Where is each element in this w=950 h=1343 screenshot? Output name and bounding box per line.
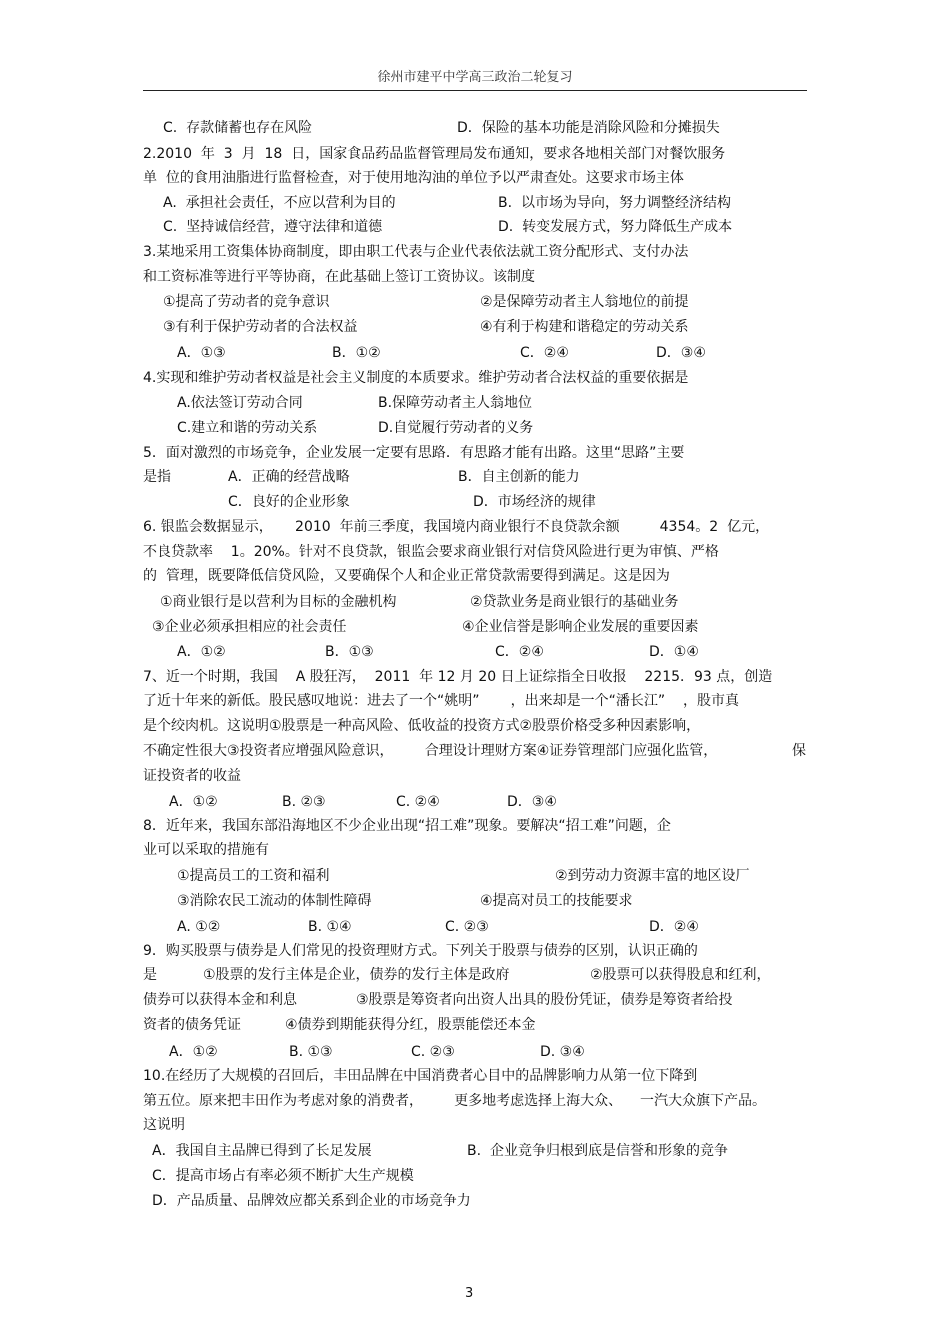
q9-stem-line2-start: 是 — [143, 967, 157, 983]
q3-option-c: C．②④ — [520, 345, 569, 361]
q3-stem-line2: 和工资标准等进行平等协商，在此基础上签订工资协议。该制度 — [143, 269, 535, 285]
q6-option-a: A．①② — [177, 644, 226, 660]
q6-statement-3: ③企业必须承担相应的社会责任 — [152, 619, 347, 635]
q2-stem-line1: 2.2010 年 3 月 18 日，国家食品药品监督管理局发布通知，要求各地相关部门对餐饮服务 — [143, 146, 726, 162]
q2-option-d: D. 转变发展方式，努力降低生产成本 — [498, 219, 733, 235]
q4-option-c: C.建立和谐的劳动关系 — [177, 420, 318, 436]
q8-statement-3: ③消除农民工流动的体制性障碍 — [177, 893, 372, 909]
q8-statement-1: ①提高员工的工资和福利 — [177, 868, 330, 884]
q3-option-d: D．③④ — [656, 345, 706, 361]
q6-stem-line1: 6. 银监会数据显示， 2010 年前三季度，我国境内商业银行不良贷款余额 4354。2 亿元， — [143, 519, 770, 535]
q9-option-b: B. ①③ — [289, 1044, 333, 1060]
q7-option-d: D．③④ — [507, 794, 557, 810]
q5-option-b: B．自主创新的能力 — [458, 469, 580, 485]
q10-option-a: A．我国自主品牌已得到了长足发展 — [152, 1143, 372, 1159]
q5-stem: 5．面对激烈的市场竞争，企业发展一定要有思路．有思路才能有出路。这里“思路”主要 — [143, 445, 685, 461]
q4-option-b: B.保障劳动者主人翁地位 — [378, 395, 533, 411]
q3-option-a: A．①③ — [177, 345, 226, 361]
header-rule — [143, 90, 807, 91]
q3-statement-2: ②是保障劳动者主人翁地位的前提 — [480, 294, 689, 310]
q9-statement-3-end: 资者的债务凭证 — [143, 1017, 241, 1033]
q10-option-d: D．产品质量、品牌效应都关系到企业的市场竞争力 — [152, 1193, 471, 1209]
q5-option-a: A．正确的经营战略 — [228, 469, 350, 485]
q8-statement-2: ②到劳动力资源丰富的地区设厂 — [555, 868, 750, 884]
q9-statement-4: ④债券到期能获得分红，股票能偿还本金 — [285, 1017, 536, 1033]
q6-statement-1: ①商业银行是以营利为目标的金融机构 — [160, 594, 397, 610]
q8-stem-line1: 8．近年来，我国东部沿海地区不少企业出现“招工难”现象。要解决“招工难”问题，企 — [143, 818, 671, 834]
q9-option-d: D. ③④ — [540, 1044, 585, 1060]
q2-option-a: A. 承担社会责任，不应以营利为目的 — [163, 195, 396, 211]
q7-stem-line5: 证投资者的收益 — [143, 768, 241, 784]
q5-stem-end: 是指 — [143, 469, 171, 485]
q1-option-d: D．保险的基本功能是消除风险和分摊损失 — [457, 120, 720, 136]
q8-option-d: D．②④ — [649, 919, 699, 935]
q3-statement-1: ①提高了劳动者的竞争意识 — [163, 294, 330, 310]
q7-stem-line1: 7、近一个时期，我国 A 股狂泻， 2011 年 12 月 20 日上证综指全日收报 2215．93 点，创造 — [143, 669, 773, 685]
q5-option-d: D．市场经济的规律 — [473, 494, 596, 510]
q4-stem: 4.实现和维护劳动者权益是社会主义制度的本质要求。维护劳动者合法权益的重要依据是 — [143, 370, 689, 386]
q7-option-c: C. ②④ — [396, 794, 440, 810]
q6-option-b: B．①③ — [325, 644, 374, 660]
q10-option-c: C．提高市场占有率必须不断扩大生产规模 — [152, 1168, 414, 1184]
q10-option-b: B. 企业竞争归根到底是信誉和形象的竞争 — [467, 1143, 728, 1159]
q5-option-c: C．良好的企业形象 — [228, 494, 350, 510]
q8-option-a: A. ①② — [177, 919, 221, 935]
q9-statement-2: ②股票可以获得股息和红利， — [590, 967, 771, 983]
q7-option-a: A．①② — [169, 794, 218, 810]
q9-statement-3: ③股票是筹资者向出资人出具的股份凭证，债券是筹资者给投 — [356, 992, 733, 1008]
q7-option-b: B. ②③ — [282, 794, 326, 810]
q6-stem-line2: 不良贷款率 1。20%。针对不良贷款，银监会要求商业银行对信贷风险进行更为审慎、严格 — [143, 544, 719, 560]
q3-statement-3: ③有利于保护劳动者的合法权益 — [163, 319, 358, 335]
q2-option-b: B. 以市场为导向，努力调整经济结构 — [498, 195, 731, 211]
q8-option-c: C. ②③ — [445, 919, 489, 935]
q10-stem-line3: 这说明 — [143, 1117, 185, 1133]
q9-option-a: A．①② — [169, 1044, 218, 1060]
page-header-title: 徐州市建平中学高三政治二轮复习 — [377, 70, 573, 85]
q6-option-d: D．①④ — [649, 644, 699, 660]
q6-statement-2: ②贷款业务是商业银行的基础业务 — [470, 594, 679, 610]
q6-option-c: C．②④ — [495, 644, 544, 660]
q9-statement-1: ①股票的发行主体是企业，债券的发行主体是政府 — [203, 967, 510, 983]
q10-stem-line1: 10.在经历了大规模的召回后，丰田品牌在中国消费者心目中的品牌影响力从第一位下降到 — [143, 1068, 698, 1084]
q8-statement-4: ④提高对员工的技能要求 — [480, 893, 633, 909]
q6-stem-line3: 的 管理，既要降低信贷风险，又要确保个人和企业正常贷款需要得到满足。这是因为 — [143, 568, 670, 584]
q10-stem-line2: 第五位。原来把丰田作为考虑对象的消费者， 更多地考虑选择上海大众、 一汽大众旗下产品。 — [143, 1093, 766, 1109]
q3-statement-4: ④有利于构建和谐稳定的劳动关系 — [480, 319, 689, 335]
q9-option-c: C. ②③ — [411, 1044, 455, 1060]
q2-stem-line2: 单 位的食用油脂进行监督检查，对于使用地沟油的单位予以严肃查处。这要求市场主体 — [143, 170, 684, 186]
q9-stem-line1: 9．购买股票与债券是人们常见的投资理财方式。下列关于股票与债券的区别，认识正确的 — [143, 943, 698, 959]
q8-stem-line2: 业可以采取的措施有 — [143, 842, 269, 858]
q7-stem-line4: 不确定性很大③投资者应增强风险意识， 合理设计理财方案④证券管理部门应强化监管， — [143, 743, 718, 759]
q2-option-c: C. 坚持诚信经营，遵守法律和道德 — [163, 219, 383, 235]
q9-statement-2-end: 债券可以获得本金和利息 — [143, 992, 297, 1008]
q7-stem-line3: 是个绞肉机。这说明①股票是一种高风险、低收益的投资方式②股票价格受多种因素影响， — [143, 718, 701, 734]
q7-stem-line4-end: 保 — [792, 743, 806, 759]
page-number: 3 — [465, 1286, 474, 1301]
q4-option-a: A.依法签订劳动合同 — [177, 395, 303, 411]
q4-option-d: D.自觉履行劳动者的义务 — [378, 420, 534, 436]
q7-stem-line2: 了近十年来的新低。股民感叹地说：进去了一个“姚明” ，出来却是一个“潘长江” ，股市真 — [143, 693, 739, 709]
q3-option-b: B．①② — [332, 345, 381, 361]
q1-option-c: C. 存款储蓄也存在风险 — [163, 120, 313, 136]
q6-statement-4: ④企业信誉是影响企业发展的重要因素 — [462, 619, 699, 635]
q8-option-b: B. ①④ — [308, 919, 352, 935]
q3-stem-line1: 3.某地采用工资集体协商制度，即由职工代表与企业代表依法就工资分配形式、支付办法 — [143, 244, 689, 260]
